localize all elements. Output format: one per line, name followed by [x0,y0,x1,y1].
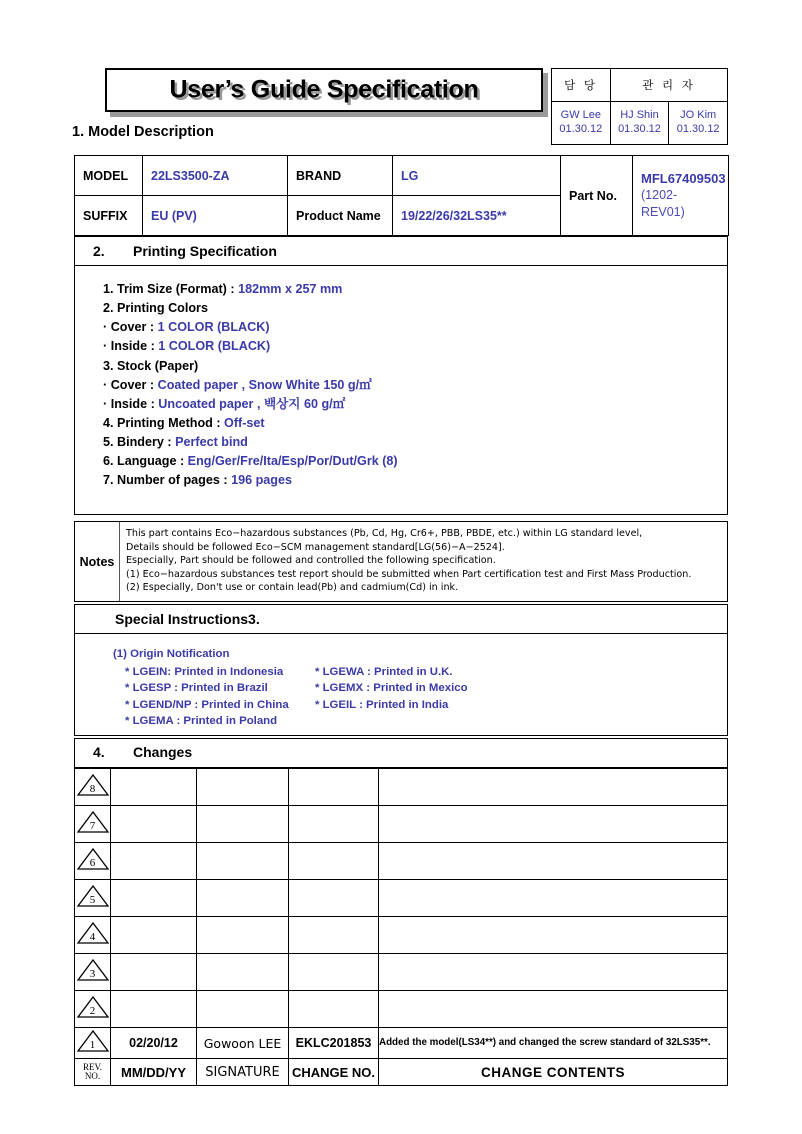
changes-cell-contents [379,806,728,843]
printing-spec-key: · Cover : [103,377,158,392]
revision-number: 6 [89,856,96,869]
printing-specification-block [74,236,728,515]
changes-footer-rev-no-line: NO. [84,1071,101,1081]
model-label: MODEL [75,156,143,196]
revision-marker-cell [75,880,111,917]
approver-date-2: 01.30.12 [618,123,661,135]
origin-row [113,664,727,681]
approver-name-3: JO Kim [680,109,717,122]
suffix-label: SUFFIX [75,196,143,236]
printing-spec-value: 1 COLOR (BLACK) [158,339,271,354]
triangle-icon [77,922,109,944]
revision-marker-cell [75,1028,111,1059]
origin-right: * LGEWA : Printed in U.K. [315,665,453,678]
approver-name-2: HJ Shin [620,109,659,122]
revision-number: 3 [89,967,96,980]
printing-spec-value: Coated paper , Snow White 150 g/㎡ [157,377,372,392]
approval-header-담당: 담 당 [552,69,611,102]
changes-table [74,768,728,1086]
model-description-table [74,155,729,236]
brand-label: BRAND [288,156,393,196]
changes-footer-date: MM/DD/YY [111,1059,197,1086]
changes-cell-change-no [289,954,379,991]
changes-cell-change-no: EKLC201853 [289,1028,379,1059]
section-3-heading: Special Instructions3. [75,605,727,634]
changes-cell-contents: Added the model(LS34**) and changed the screw standard of 32LS35**. [379,1028,728,1059]
model-row [75,156,729,196]
revision-marker-cell [75,806,111,843]
changes-cell-date [111,769,197,806]
approver-date-3: 01.30.12 [676,123,720,135]
product-name-label: Product Name [288,196,393,236]
notes-line: This part contains Eco−hazardous substances (Pb, Cd, Hg, Cr6+, PBB, PBDE, etc.) within LG standard level, [126,528,643,539]
printing-spec-value: 196 pages [231,473,292,488]
notes-line: (2) Especially, Don't use or contain lead(Pb) and cadmium(Cd) in ink. [126,582,459,594]
printing-spec-value: 1 COLOR (BLACK) [157,320,270,335]
triangle-icon [77,848,109,870]
notes-label: Notes [75,522,120,601]
printing-spec-line [103,318,727,337]
triangle-icon [77,996,109,1018]
changes-footer-rev-no-line: REV. [82,1061,103,1072]
changes-row-empty [75,991,728,1028]
changes-cell-change-no [289,917,379,954]
printing-spec-value: Perfect bind [175,435,248,450]
changes-cell-signature [197,769,289,806]
changes-cell-date: 02/20/12 [111,1028,197,1059]
revision-number: 2 [89,1004,96,1017]
approver-name-1: GW Lee [560,109,601,122]
changes-cell-signature: Gowoon LEE [197,1028,289,1059]
brand-value: LG [393,156,561,196]
changes-row-empty [75,843,728,880]
revision-number: 4 [89,930,96,943]
part-no-label: Part No. [561,156,633,236]
section-2-heading [75,237,727,266]
printing-spec-value: Uncoated paper , 백상지 60 g/㎡ [158,396,346,411]
changes-cell-change-no [289,880,379,917]
section-4-heading [74,738,728,768]
revision-marker-cell [75,843,111,880]
part-no-value: MFL67409503 [641,170,726,186]
changes-footer-change-no: CHANGE NO. [289,1059,379,1086]
revision-marker-cell [75,954,111,991]
changes-cell-date [111,880,197,917]
changes-cell-date [111,806,197,843]
printing-spec-line [103,395,727,414]
part-no-value-cell [633,156,729,236]
approval-header-row [552,69,728,102]
printing-spec-value: 182mm x 257 mm [238,282,343,296]
changes-cell-signature [197,843,289,880]
approver-cell-2 [610,102,669,145]
changes-cell-date [111,917,197,954]
printing-spec-line [103,337,727,356]
changes-footer-row [75,1059,728,1086]
origin-right: * LGEMX : Printed in Mexico [315,682,468,695]
changes-cell-contents [379,991,728,1028]
changes-cell-signature [197,991,289,1028]
approval-signature-table [551,68,728,145]
changes-cell-contents [379,917,728,954]
printing-spec-key: 5. Bindery : [103,435,176,450]
approval-name-row [552,102,728,145]
changes-cell-contents [379,880,728,917]
section-1-heading: 1. Model Description [72,124,214,140]
changes-row-empty [75,880,728,917]
printing-spec-key: 4. Printing Method : [103,415,225,430]
printing-spec-key: · Inside : [103,339,159,354]
notes-line: Especially, Part should be followed and controlled the following specification. [126,555,496,567]
approver-cell-3 [669,102,728,145]
notes-line: Details should be followed Eco−SCM management standard[LG(56)−A−2524]. [126,541,505,553]
section-2-title: Printing Specification [133,243,277,259]
printing-spec-key: 1. Trim Size (Format) : [103,282,239,296]
model-value: 22LS3500-ZA [143,156,288,196]
revision-number: 7 [89,819,96,832]
printing-spec-line [103,433,727,452]
origin-left: * LGESP : Printed in Brazil [125,682,268,695]
printing-spec-key: · Cover : [103,320,158,335]
notes-line: (1) Eco−hazardous substances test report should be submitted when Part certification test and First Mass Production. [126,568,692,580]
special-instructions-block [74,604,728,736]
revision-marker-cell [75,769,111,806]
suffix-value: EU (PV) [143,196,288,236]
approver-date-1: 01.30.12 [559,123,603,135]
origin-left: * LGEIN: Printed in Indonesia [125,665,284,678]
origin-right: * LGEIL : Printed in India [315,698,449,711]
changes-cell-signature [197,880,289,917]
part-no-revision: (1202-REV01) [641,188,685,220]
notes-text [120,522,727,601]
section-2-number: 2. [93,243,105,259]
revision-marker-cell [75,917,111,954]
origin-left: * LGEMA : Printed in Poland [125,715,278,728]
changes-row-empty [75,769,728,806]
approval-header-관리자: 관 리 자 [610,69,727,102]
document-title-banner [105,68,543,112]
changes-cell-change-no [289,991,379,1028]
changes-cell-change-no [289,843,379,880]
section-4-number: 4. [93,744,105,760]
notes-block [74,521,728,602]
changes-cell-contents [379,843,728,880]
printing-spec-line [103,376,727,395]
changes-cell-contents [379,954,728,991]
printing-spec-key: 3. Stock (Paper) [103,358,199,373]
changes-row-empty [75,806,728,843]
changes-row [75,1028,728,1059]
printing-spec-line [103,452,727,471]
printing-spec-list [75,266,727,491]
origin-row [113,697,727,714]
product-name-value: 19/22/26/32LS35** [393,196,561,236]
changes-footer-rev-no [75,1059,111,1086]
changes-row-empty [75,917,728,954]
triangle-icon [77,1030,109,1052]
origin-row [113,680,727,697]
changes-footer-signature: SIGNATURE [197,1059,289,1086]
section-4-title: Changes [133,744,193,760]
triangle-icon [77,774,109,796]
approver-cell-1 [552,102,611,145]
printing-spec-key: 6. Language : [103,454,188,469]
revision-number: 5 [89,893,96,906]
printing-spec-value: Off-set [224,415,265,430]
origin-row [113,713,727,730]
triangle-icon [77,811,109,833]
revision-number: 1 [89,1038,96,1051]
origin-left: * LGEND/NP : Printed in China [125,698,289,711]
changes-cell-change-no [289,769,379,806]
revision-number: 8 [89,782,96,795]
triangle-icon [77,959,109,981]
printing-spec-value: Eng/Ger/Fre/Ita/Esp/Por/Dut/Grk (8) [187,454,398,469]
changes-cell-date [111,843,197,880]
origin-notification-title: (1) Origin Notification [113,648,230,660]
changes-cell-contents [379,769,728,806]
printing-spec-key: · Inside : [103,396,159,411]
changes-cell-date [111,991,197,1028]
revision-marker-cell [75,991,111,1028]
changes-cell-signature [197,806,289,843]
changes-cell-signature [197,917,289,954]
printing-spec-line [103,280,727,299]
page-title: User’s Guide Specification [169,75,479,104]
origin-notification-list [113,664,727,730]
printing-spec-line [103,414,727,433]
printing-spec-key: 7. Number of pages : [103,473,232,488]
changes-cell-change-no [289,806,379,843]
special-instructions-body [75,634,727,730]
origin-right [315,713,727,730]
changes-footer-contents: CHANGE CONTENTS [379,1059,728,1086]
changes-cell-signature [197,954,289,991]
printing-spec-line [103,299,727,318]
changes-cell-date [111,954,197,991]
changes-row-empty [75,954,728,991]
printing-spec-key: 2. Printing Colors [103,301,208,316]
printing-spec-line [103,471,727,490]
triangle-icon [77,885,109,907]
printing-spec-line [103,357,727,376]
